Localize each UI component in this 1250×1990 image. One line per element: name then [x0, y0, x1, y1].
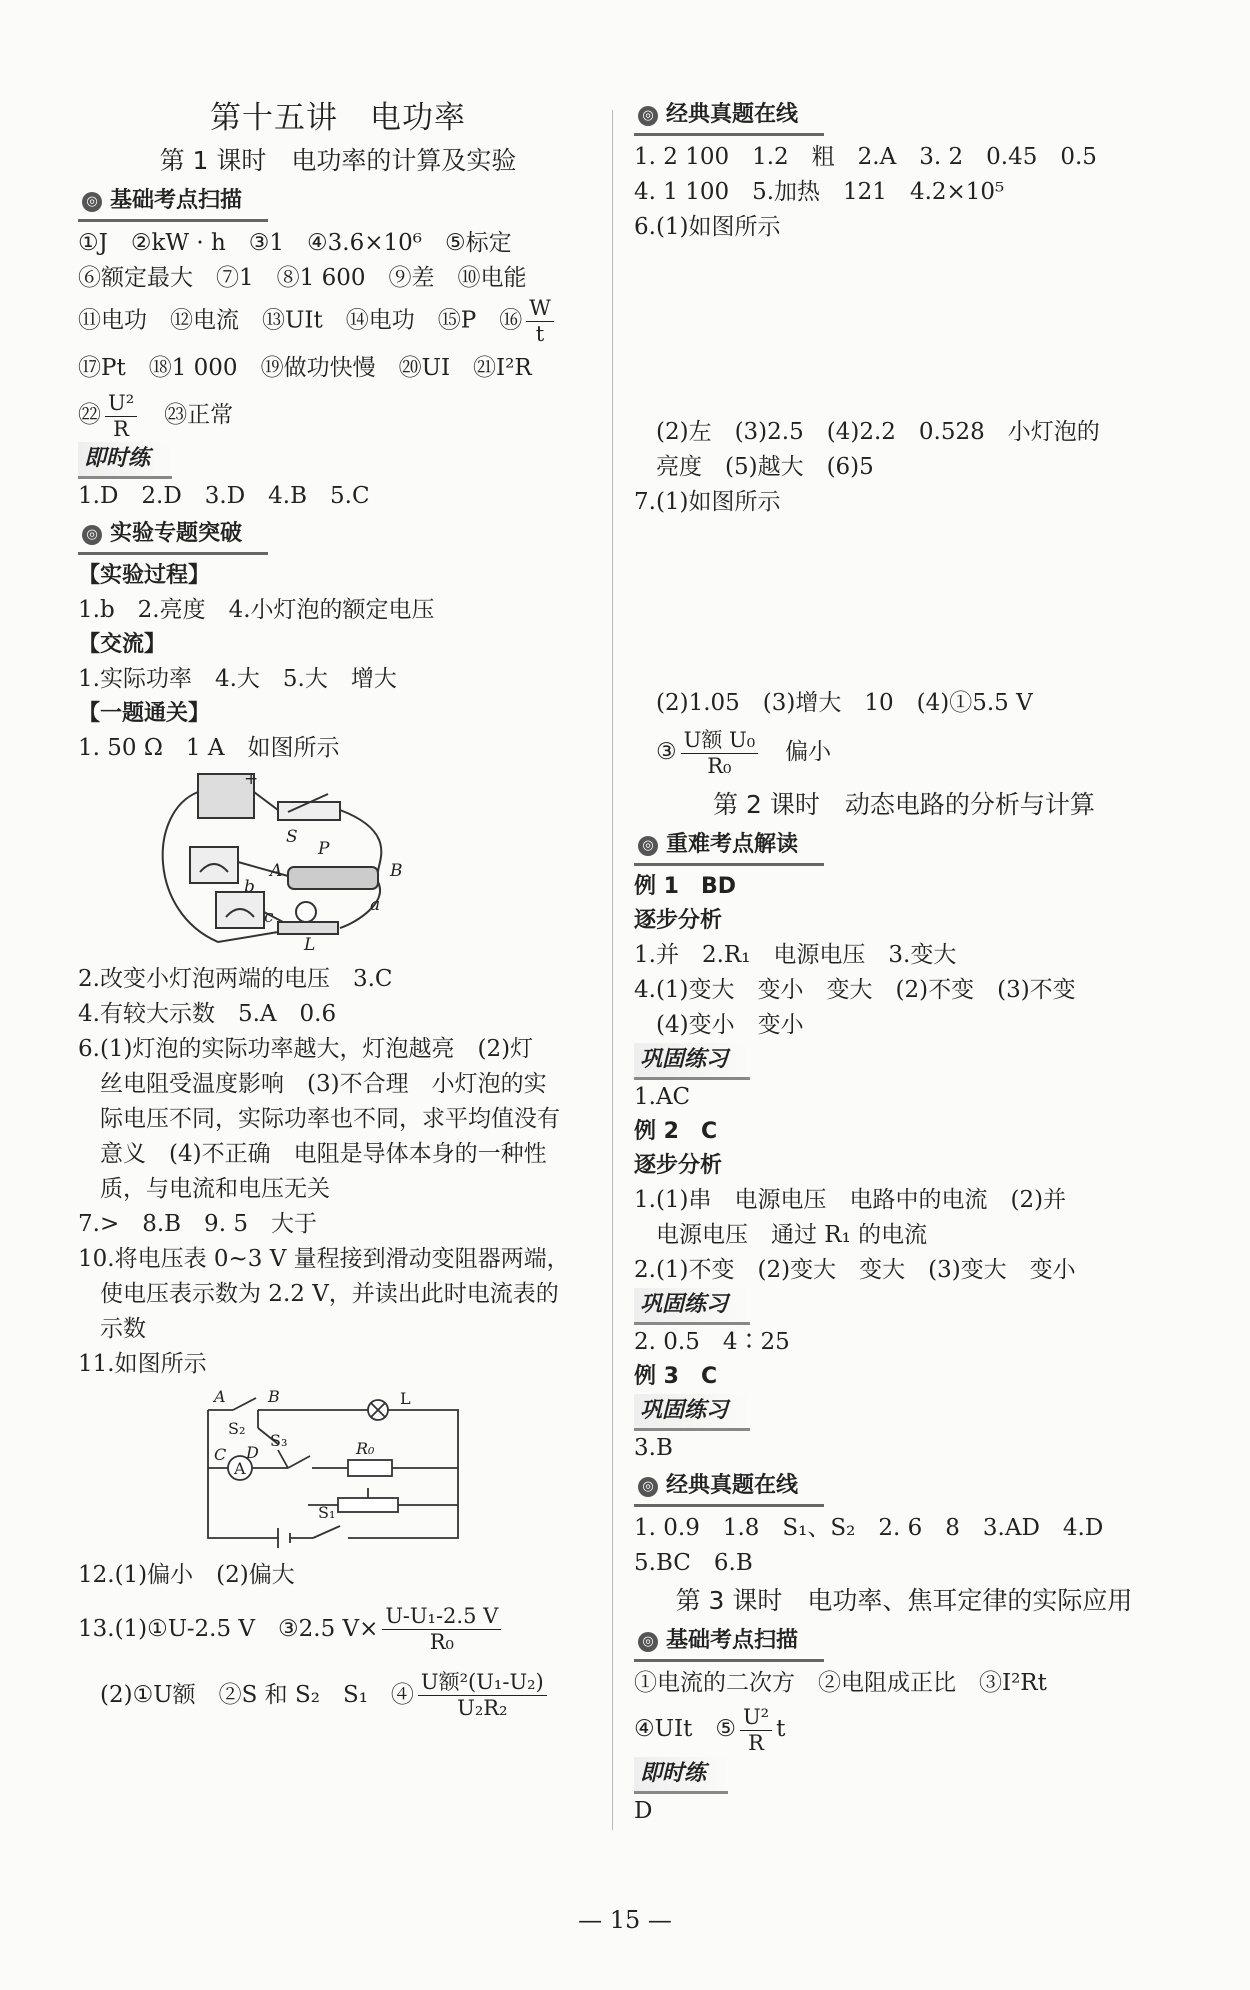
fraction: $\frac{\text{U额²(U₁-U₂)}}{\text{U₂R₂}}$ — [418, 1670, 547, 1721]
label-B: B — [390, 860, 403, 881]
answer-line: ①J ②kW · h ③1 ④3.6×10⁶ ⑤标定 — [78, 230, 512, 256]
answer-line: 意义 (4)不正确 电阻是导体本身的一种性 — [100, 1140, 547, 1167]
label-plus: + — [244, 771, 259, 789]
section-icon: ◎ — [638, 1477, 658, 1497]
answer-line: (2)①U额 ②S 和 S₂ S₁ ④ $\frac{\text{U额²(U₁-U₂)}}{\text{U₂R₂}}$ — [78, 1665, 598, 1725]
answer-line: 13.(1)①U-2.5 V ③2.5 V× $\frac{\text{U-U₁-2.5 V}}{\text{R₀}}$ — [78, 1599, 598, 1659]
label-S3: S₃ — [270, 1430, 288, 1450]
lecture-title: 第十五讲 电功率 — [210, 100, 466, 136]
label-C: C — [214, 1444, 227, 1464]
answer-line: ⑥额定最大 ⑦1 ⑧1 600 ⑨差 ⑩电能 — [78, 265, 527, 291]
answer-line: 亮度 (5)越大 (6)5 — [656, 454, 874, 480]
lesson-subtitle: 第 1 课时 电功率的计算及实验 — [159, 146, 517, 175]
left-column — [78, 95, 598, 1725]
label-c: c — [264, 906, 274, 927]
fraction: $\frac{\text{U额 U₀}}{\text{R₀}}$ — [681, 728, 759, 779]
section-heading: ◎ 基础考点扫描 — [78, 183, 268, 222]
answer-line: 12.(1)偏小 (2)偏大 — [78, 1561, 295, 1588]
example-label: 例 2 C — [634, 1119, 718, 1144]
label-L: L — [304, 934, 316, 952]
label-L: L — [400, 1388, 411, 1408]
answer-line: 4.有较大示数 5.A 0.6 — [78, 1000, 337, 1027]
right-column — [634, 95, 1174, 1829]
section-heading: ◎ 基础考点扫描 — [634, 1623, 824, 1662]
answer-line: 1. 50 Ω 1 A 如图所示 — [78, 734, 340, 761]
example-label: 例 1 BD — [634, 874, 736, 899]
answer-line: 6.(1)如图所示 — [634, 214, 781, 240]
answer-line: ⑰Pt ⑱1 000 ⑲做功快慢 ⑳UI ㉑I²R — [78, 355, 532, 381]
bracket-heading: 【实验过程】 — [78, 562, 211, 588]
fraction: $\frac{\text{U²}}{R}$ — [105, 391, 137, 442]
answer-line: 1.D 2.D 3.D 4.B 5.C — [78, 482, 370, 509]
tag-label: 巩固练习 — [634, 1394, 750, 1431]
ammeter-symbol: A — [234, 1458, 246, 1478]
answer-line: 电源电压 通过 R₁ 的电流 — [656, 1222, 928, 1248]
answer-line: 1. 2 100 1.2 粗 2.A 3. 2 0.45 0.5 — [634, 144, 1097, 170]
answer-line: (2)1.05 (3)增大 10 (4)①5.5 V — [656, 690, 1033, 716]
answer-line: 10.将电压表 0~3 V 量程接到滑动变阻器两端， — [78, 1245, 570, 1272]
answer-line: 1.并 2.R₁ 电源电压 3.变大 — [634, 942, 957, 968]
answer-line: 际电压不同，实际功率也不同，求平均值没有 — [100, 1105, 560, 1132]
answer-line: 示数 — [100, 1315, 146, 1342]
answer-line: ㉒ $\frac{\text{U²}}{R}$ ㉓正常 — [78, 390, 234, 441]
label-A: A — [214, 1387, 226, 1406]
answer-line: 1.AC — [634, 1084, 691, 1110]
answer-line: 5.BC 6.B — [634, 1550, 753, 1576]
section-icon: ◎ — [638, 106, 658, 126]
column-divider — [612, 110, 613, 1830]
label-S: S — [286, 826, 298, 847]
label-S2: S₂ — [228, 1418, 246, 1438]
section-icon: ◎ — [82, 192, 102, 212]
example-label: 例 3 C — [634, 1364, 718, 1389]
answer-line: 6.(1)灯泡的实际功率越大，灯泡越亮 (2)灯 — [78, 1035, 534, 1062]
answer-line: ③ $\frac{\text{U额 U₀}}{\text{R₀}}$ 偏小 — [656, 727, 832, 778]
page-number: — 15 — — [578, 1906, 672, 1934]
label-A: A — [270, 860, 283, 881]
tag-label: 巩固练习 — [634, 1043, 750, 1080]
tag-label: 巩固练习 — [634, 1288, 750, 1325]
label-a: a — [370, 894, 381, 915]
section-heading: ◎ 经典真题在线 — [634, 1468, 824, 1507]
answer-line: 2.改变小灯泡两端的电压 3.C — [78, 965, 393, 992]
section-icon: ◎ — [638, 836, 658, 856]
label-D: D — [246, 1442, 259, 1462]
answer-line: D — [634, 1798, 653, 1824]
answer-line: 2.(1)不变 (2)变大 变大 (3)变大 变小 — [634, 1257, 1076, 1283]
answer-line: 使电压表示数为 2.2 V，并读出此时电流表的 — [100, 1280, 559, 1307]
answer-line: (4)变小 变小 — [656, 1012, 804, 1038]
answer-line: 4.(1)变大 变小 变大 (2)不变 (3)不变 — [634, 977, 1076, 1003]
answer-line: 11.如图所示 — [78, 1350, 207, 1377]
answer-line: 7.(1)如图所示 — [634, 489, 781, 515]
circuit-diagram-2 — [78, 1388, 598, 1548]
lesson-subtitle: 第 3 课时 电功率、焦耳定律的实际应用 — [675, 1586, 1133, 1615]
tag-label: 即时练 — [634, 1757, 728, 1794]
lesson-subtitle: 第 2 课时 动态电路的分析与计算 — [713, 790, 1095, 819]
label-P: P — [318, 838, 330, 859]
label-R0: R₀ — [356, 1438, 375, 1458]
label-S1: S₁ — [318, 1502, 336, 1522]
step-heading: 逐步分析 — [634, 1153, 723, 1178]
fraction: $\frac{W}{t}$ — [526, 296, 554, 347]
label-B: B — [268, 1387, 280, 1406]
tag-label: 即时练 — [78, 442, 172, 479]
answer-line: 1.b 2.亮度 4.小灯泡的额定电压 — [78, 596, 435, 623]
answer-line: 1.(1)串 电源电压 电路中的电流 (2)并 — [634, 1187, 1067, 1213]
answer-line: ⑪电功 ⑫电流 ⑬UIt ⑭电功 ⑮P ⑯ $\frac{W}{t}$ — [78, 296, 598, 347]
answer-line: ①电流的二次方 ②电阻成正比 ③I²Rt — [634, 1670, 1047, 1696]
label-b: b — [244, 876, 255, 897]
circuit-diagram-1 — [78, 772, 598, 952]
answer-line: 2. 0.5 4∶25 — [634, 1329, 790, 1355]
answer-line: 1. 0.9 1.8 S₁、S₂ 2. 6 8 3.AD 4.D — [634, 1515, 1104, 1541]
section-icon: ◎ — [82, 525, 102, 545]
answer-line: 4. 1 100 5.加热 121 4.2×10⁵ — [634, 179, 1005, 205]
bracket-heading: 【一题通关】 — [78, 700, 211, 726]
answer-line: 7.> 8.B 9. 5 大于 — [78, 1210, 317, 1237]
bracket-heading: 【交流】 — [78, 631, 167, 657]
section-heading: ◎ 经典真题在线 — [634, 97, 824, 136]
fraction: $\frac{\text{U²}}{R}$ — [740, 1705, 772, 1756]
answer-line: 1.实际功率 4.大 5.大 增大 — [78, 665, 397, 692]
step-heading: 逐步分析 — [634, 908, 723, 933]
answer-line: ④UIt ⑤ $\frac{\text{U²}}{R}$ t — [634, 1704, 786, 1755]
answer-line: 丝电阻受温度影响 (3)不合理 小灯泡的实 — [100, 1070, 547, 1097]
answer-line: 质，与电流和电压无关 — [100, 1175, 330, 1202]
section-icon: ◎ — [638, 1632, 658, 1652]
section-heading: ◎ 实验专题突破 — [78, 516, 268, 555]
section-heading: ◎ 重难考点解读 — [634, 827, 824, 866]
answer-line: (2)左 (3)2.5 (4)2.2 0.528 小灯泡的 — [656, 419, 1100, 445]
answer-line: 3.B — [634, 1435, 673, 1461]
fraction: $\frac{\text{U-U₁-2.5 V}}{\text{R₀}}$ — [382, 1604, 501, 1655]
